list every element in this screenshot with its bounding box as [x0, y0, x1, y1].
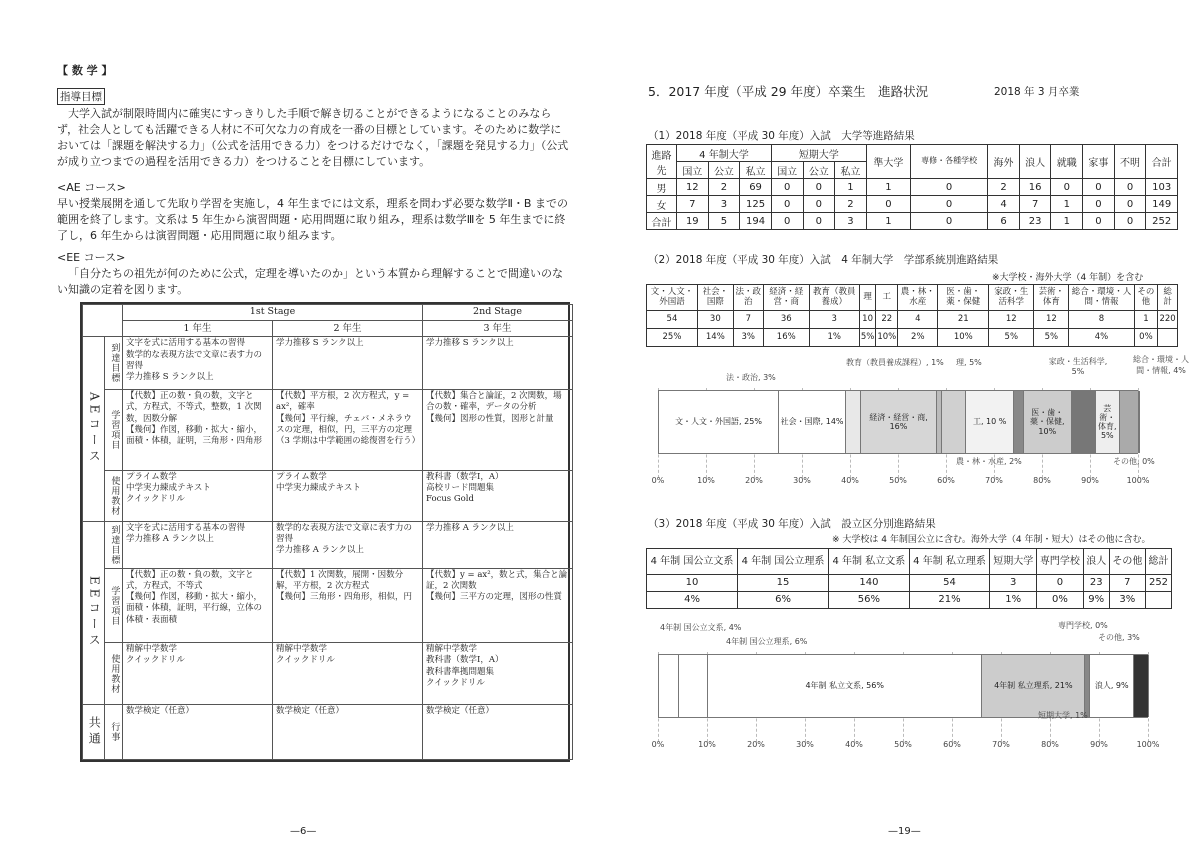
ae-materials-1: プライム数学 中学実力練成テキスト クイックドリル: [123, 470, 273, 521]
faculty-table: [646, 284, 1178, 347]
type-header: 4 年制 国公立文系: [647, 549, 738, 575]
faculty-count: 30: [697, 311, 733, 329]
axis-tick-label: 80%: [1033, 476, 1051, 485]
ae-goal-2: 学力推移 S ランク以上: [273, 337, 423, 390]
ae-items-2: 【代数】平方根，2 次方程式，y = ax²，確率 【幾何】平行線，チェバ・メネラウスの定理，相似，円，三平方の定理（3 学期は中学範囲の総復習を行う）: [273, 390, 423, 470]
table-cell: 0: [911, 196, 988, 213]
faculty-header: 農・林・水産: [898, 285, 938, 311]
col-tandai: 短期大学: [771, 145, 866, 162]
type-pct: 9%: [1083, 592, 1109, 609]
ee-items-3: 【代数】y = ax²，数と式，集合と論証，2 次関数 【幾何】三平方の定理，図形の性質: [423, 569, 573, 643]
bar-segment: 文・人文・外国語, 25%: [659, 391, 779, 453]
bar-segment: 4年制 私立文系, 56%: [708, 655, 982, 717]
ee-items-1: 【代数】正の数・負の数，文字と式，方程式，不等式 【幾何】作図，移動・拡大・縮小，面積・体積，証明，平行線，立体の体積・表面積: [123, 569, 273, 643]
faculty-count: 36: [763, 311, 809, 329]
bar-segment: 4年制 私立理系, 21%: [982, 655, 1085, 717]
faculty-pct: 5%: [989, 329, 1034, 347]
table-cell: 4: [988, 196, 1020, 213]
curriculum-table: [80, 302, 570, 762]
axis-tick-label: 100%: [1136, 740, 1160, 749]
table-cell: 103: [1146, 179, 1178, 196]
faculty-pct: 10%: [876, 329, 898, 347]
axis-tick-label: 70%: [985, 476, 1003, 485]
ann-kyoiku: 教育（教員養成課程）, 1%: [846, 358, 944, 367]
ann-tandai: 短期大学, 1%: [1038, 711, 1088, 720]
ann-hou: 法・政治, 3%: [726, 373, 776, 382]
faculty-header: 芸術・体育: [1034, 285, 1069, 311]
bar-segment: [846, 391, 860, 453]
type-count: 3: [990, 575, 1037, 592]
table-cell: 0: [771, 179, 803, 196]
table-cell: 19: [677, 213, 709, 230]
ee-goal-1: 文字を式に活用する基本の習得 学力推移 A ランク以上: [123, 521, 273, 569]
faculty-header: 文・人文・外国語: [647, 285, 698, 311]
table-cell: 7: [1019, 196, 1051, 213]
faculty-count: 8: [1069, 311, 1134, 329]
type-bar: [658, 654, 1148, 718]
paragraph-ee: 「自分たちの祖先が何のために公式，定理を導いたのか」という本質から理解することで間違いのない知識の定着を図ります。: [57, 267, 563, 296]
table-cell: 0: [1114, 213, 1146, 230]
row-label: 合計: [647, 213, 677, 230]
faculty-count: 22: [876, 311, 898, 329]
right-page-number: —19—: [888, 826, 921, 837]
type-count: 23: [1083, 575, 1109, 592]
bar-segment: 工, 10 %: [966, 391, 1014, 453]
ae-materials-label: 使用教材: [105, 470, 123, 521]
table-cell: 0: [1083, 179, 1115, 196]
type-header: 浪人: [1083, 549, 1109, 575]
left-page-number: —6—: [290, 826, 317, 837]
type-table: [646, 548, 1172, 609]
ae-items-3: 【代数】集合と論証，2 次関数，場合の数・確率，データの分析 【幾何】図形の性質，図形と計量: [423, 390, 573, 470]
faculty-header: 理: [859, 285, 876, 311]
faculty-pct: [1158, 329, 1178, 347]
axis-tick-label: 50%: [894, 740, 912, 749]
faculty-header: 法・政治: [733, 285, 763, 311]
faculty-count: 1: [1134, 311, 1158, 329]
axis-tick-label: 60%: [943, 740, 961, 749]
bar-segment: [1120, 391, 1139, 453]
faculty-pct: 14%: [697, 329, 733, 347]
type-count: 10: [647, 575, 738, 592]
table-cell: 0: [771, 196, 803, 213]
axis-tick-label: 100%: [1126, 476, 1150, 485]
ae-items-label: 学習項目: [105, 390, 123, 470]
row-label: 女: [647, 196, 677, 213]
col-shinro: 進路先: [647, 145, 677, 179]
table-cell: 2: [988, 179, 1020, 196]
bar-segment: [942, 391, 966, 453]
type-header: 4 年制 私立理系: [909, 549, 990, 575]
type-count: 15: [738, 575, 829, 592]
table-row: [647, 179, 1178, 196]
faculty-header: 家政・生活科学: [989, 285, 1034, 311]
table-cell: 12: [677, 179, 709, 196]
type-pct: [1146, 592, 1172, 609]
axis-tick-label: 60%: [937, 476, 955, 485]
faculty-header: 総計: [1158, 285, 1178, 311]
axis-tick-label: 40%: [841, 476, 859, 485]
faculty-count: 3: [809, 311, 859, 329]
type-count: 140: [829, 575, 910, 592]
type-pct: 4%: [647, 592, 738, 609]
table-cell: 0: [1114, 179, 1146, 196]
axis-tick-label: 70%: [992, 740, 1010, 749]
axis-tick-label: 20%: [747, 740, 765, 749]
ee-goal-label: 到達目標: [105, 521, 123, 569]
ee-course-label: <EE コース>: [57, 251, 126, 264]
common-cell: 共通: [83, 704, 105, 759]
col-ronin: 浪人: [1019, 145, 1051, 179]
type-pct: 3%: [1109, 592, 1145, 609]
faculty-pct: 5%: [1034, 329, 1069, 347]
faculty-pct: 25%: [647, 329, 698, 347]
table-cell: 252: [1146, 213, 1178, 230]
faculty-count: 54: [647, 311, 698, 329]
table-cell: 0: [911, 213, 988, 230]
axis-tick-label: 50%: [889, 476, 907, 485]
faculty-pct: 2%: [898, 329, 938, 347]
ann-koku-bun: 4年制 国公立文系, 4%: [660, 623, 742, 632]
right-page: [600, 0, 1200, 849]
type-header: 4 年制 国公立理系: [738, 549, 829, 575]
table-cell: 125: [740, 196, 772, 213]
ee-items-label: 学習項目: [105, 569, 123, 643]
ee-goal-3: 学力推移 A ランク以上: [423, 521, 573, 569]
type-count: 0: [1037, 575, 1084, 592]
table-cell: 7: [677, 196, 709, 213]
type-header: 総計: [1146, 549, 1172, 575]
faculty-pct: 5%: [859, 329, 876, 347]
events-3: 数学検定（任意）: [423, 704, 573, 759]
col-jun: 準大学: [866, 145, 910, 179]
paragraph-ae: 早い授業展開を通して先取り学習を実施し，4 年生までには文系，理系を問わず必要な数学Ⅱ・B までの範囲を終了します。文系は 5 年生から演習問題・応用問題に取り組み，理系は数学Ⅲを 5 年生までに終了し，6 年生からは演習問題・応用問題に取り組みます。: [57, 197, 568, 242]
ann-sonota2: その他, 3%: [1098, 633, 1140, 642]
table-cell: 149: [1146, 196, 1178, 213]
faculty-pct: 10%: [938, 329, 989, 347]
table-cell: 0: [803, 196, 835, 213]
ae-materials-2: プライム数学 中学実力練成テキスト: [273, 470, 423, 521]
career-table: [646, 144, 1178, 230]
type-pct: 0%: [1037, 592, 1084, 609]
bar-segment: [1139, 391, 1140, 453]
faculty-header: 経済・経営・商: [763, 285, 809, 311]
table-cell: 1: [835, 179, 867, 196]
col-tan-koritsu: 公立: [803, 162, 835, 179]
type-pct: 1%: [990, 592, 1037, 609]
faculty-count: 10: [859, 311, 876, 329]
table-cell: 1: [866, 179, 910, 196]
faculty-count: 220: [1158, 311, 1178, 329]
section2-title: （2）2018 年度（平成 30 年度）入試 4 年制大学 学部系統別進路結果: [648, 254, 999, 266]
ae-course-cell: AEコース: [83, 337, 105, 521]
bar-segment: 経済・経営・商, 16%: [861, 391, 938, 453]
ae-items-1: 【代数】正の数・負の数，文字と式，方程式，不等式，整数，1 次関数，因数分解 【幾何】作図，移動・拡大・縮小，面積・体積，証明，三角形・四角形: [123, 390, 273, 470]
table-cell: 0: [803, 213, 835, 230]
faculty-pct: 3%: [733, 329, 763, 347]
ee-goal-2: 数学的な表現方法で文章に表す力の習得 学力推移 A ランク以上: [273, 521, 423, 569]
faculty-count: 12: [989, 311, 1034, 329]
section-title: 指導目標: [57, 88, 105, 105]
table-cell: 0: [803, 179, 835, 196]
grade3-header: 3 年生: [423, 321, 573, 337]
col-tan-kokuritsu: 国立: [771, 162, 803, 179]
axis-tick-label: 90%: [1081, 476, 1099, 485]
ae-goal-label: 到達目標: [105, 337, 123, 390]
axis-tick-label: 30%: [796, 740, 814, 749]
bar-segment: 浪人, 9%: [1090, 655, 1134, 717]
faculty-header: 工: [876, 285, 898, 311]
faculty-pct: 1%: [809, 329, 859, 347]
events-label: 行事: [105, 704, 123, 759]
ae-goal-3: 学力推移 S ランク以上: [423, 337, 573, 390]
table-cell: 69: [740, 179, 772, 196]
axis-tick-label: 0%: [651, 740, 665, 749]
bar-segment: [1072, 391, 1096, 453]
ee-materials-1: 精解中学数学 クイックドリル: [123, 643, 273, 704]
col-4yr-koritsu: 公立: [708, 162, 740, 179]
ae-goal-1: 文字を式に活用する基本の習得 数学的な表現方法で文章に表す力の習得 学力推移 S ランク以上: [123, 337, 273, 390]
table-cell: 16: [1019, 179, 1051, 196]
ee-course-cell: EEコース: [83, 521, 105, 704]
col-fumei: 不明: [1114, 145, 1146, 179]
faculty-pct: 4%: [1069, 329, 1134, 347]
faculty-bar: [658, 390, 1138, 454]
type-header: 4 年制 私立文系: [829, 549, 910, 575]
col-4yr: 4 年制大学: [677, 145, 772, 162]
faculty-count: 21: [938, 311, 989, 329]
table-cell: 0: [1083, 196, 1115, 213]
table-cell: 1: [866, 213, 910, 230]
type-header: 専門学校: [1037, 549, 1084, 575]
bar-segment: [1014, 391, 1024, 453]
bar-segment: 医・歯・薬・保健, 10%: [1024, 391, 1072, 453]
table-cell: 0: [866, 196, 910, 213]
report-title: 5．2017 年度（平成 29 年度）卒業生 進路状況: [648, 84, 929, 99]
table-cell: 1: [1051, 196, 1083, 213]
faculty-header: その他: [1134, 285, 1158, 311]
table-cell: 0: [771, 213, 803, 230]
table-row: [647, 196, 1178, 213]
col-4yr-kokuritsu: 国立: [677, 162, 709, 179]
ann-koku-ri: 4年制 国公立理系, 6%: [726, 637, 808, 646]
table-cell: 6: [988, 213, 1020, 230]
table-row: [647, 213, 1178, 230]
faculty-pct: 0%: [1134, 329, 1158, 347]
ee-materials-label: 使用教材: [105, 643, 123, 704]
bar-segment: [679, 655, 708, 717]
stage1-header: 1st Stage: [123, 305, 423, 321]
stage2-header: 2nd Stage: [423, 305, 573, 321]
events-2: 数学検定（任意）: [273, 704, 423, 759]
ann-senmon: 専門学校, 0%: [1058, 621, 1108, 630]
type-pct: 21%: [909, 592, 990, 609]
bar-segment: 社会・国際, 14%: [779, 391, 846, 453]
table-cell: 1: [1051, 213, 1083, 230]
table-cell: 2: [708, 179, 740, 196]
faculty-header: 教育（教員養成）: [809, 285, 859, 311]
table-cell: 2: [835, 196, 867, 213]
faculty-header: 総合・環境・人間・情報: [1069, 285, 1134, 311]
type-header: 短期大学: [990, 549, 1037, 575]
table-cell: 0: [1114, 196, 1146, 213]
table-cell: 5: [708, 213, 740, 230]
axis-tick-label: 10%: [698, 740, 716, 749]
ann-sogo: 総合・環境・人間・情報, 4%: [1133, 355, 1189, 375]
table-cell: 3: [708, 196, 740, 213]
grade2-header: 2 年生: [273, 321, 423, 337]
faculty-count: 12: [1034, 311, 1069, 329]
type-pct: 6%: [738, 592, 829, 609]
axis-tick-label: 40%: [845, 740, 863, 749]
ann-sonota: その他, 0%: [1113, 457, 1155, 466]
faculty-header: 医・歯・薬・保健: [938, 285, 989, 311]
col-kaigai: 海外: [988, 145, 1020, 179]
table-cell: 3: [835, 213, 867, 230]
subject-header: 【 数 学 】: [57, 64, 113, 77]
ee-items-2: 【代数】1 次関数，展開・因数分解，平方根，2 次方程式 【幾何】三角形・四角形，相似，円: [273, 569, 423, 643]
axis-tick-label: 20%: [745, 476, 763, 485]
col-kaji: 家事: [1083, 145, 1115, 179]
axis-tick-label: 30%: [793, 476, 811, 485]
col-total: 合計: [1146, 145, 1178, 179]
section2-note: ※大学校・海外大学（4 年制）を含む: [992, 273, 1144, 283]
section1-title: （1）2018 年度（平成 30 年度）入試 大学等進路結果: [648, 130, 915, 142]
table-cell: 194: [740, 213, 772, 230]
faculty-count: 7: [733, 311, 763, 329]
ee-materials-2: 精解中学数学 クイックドリル: [273, 643, 423, 704]
axis-tick-label: 90%: [1090, 740, 1108, 749]
table-cell: 0: [1083, 213, 1115, 230]
grade1-header: 1 年生: [123, 321, 273, 337]
faculty-header: 社会・国際: [697, 285, 733, 311]
col-senmon: 専修・各種学校: [911, 145, 988, 179]
faculty-pct: 16%: [763, 329, 809, 347]
ann-nou: 農・林・水産, 2%: [956, 457, 1022, 466]
paragraph-goal: 大学入試が制限時間内に確実にすっきりした手順で解き切ることができるようになることのみならず，社会人としても活躍できる人材に不可欠な力の育成を一番の目標としています。そのために数学においては「課題を解決する力」（公式を活用できる力）をつけるだけでなく，「課題を発見する力」（公式が成り立つまでの過程を活用できる力）をつけることを目標にしています。: [57, 107, 569, 168]
section3-title: （3）2018 年度（平成 30 年度）入試 設立区分別進路結果: [648, 518, 936, 530]
ee-materials-3: 精解中学数学 教科書（数学Ⅰ，A） 教科書準拠問題集 クイックドリル: [423, 643, 573, 704]
faculty-count: 4: [898, 311, 938, 329]
row-label: 男: [647, 179, 677, 196]
faculty-chart: [651, 352, 1198, 494]
col-shushoku: 就職: [1051, 145, 1083, 179]
bar-segment: [1134, 655, 1149, 717]
col-4yr-shiritsu: 私立: [740, 162, 772, 179]
ann-kasei: 家政・生活科学, 5%: [1048, 357, 1108, 376]
table-cell: 0: [911, 179, 988, 196]
type-count: 54: [909, 575, 990, 592]
type-header: その他: [1109, 549, 1145, 575]
report-date: 2018 年 3 月卒業: [994, 86, 1080, 98]
ann-ri: 理, 5%: [956, 358, 982, 367]
ae-course-label: <AE コース>: [57, 181, 126, 194]
type-count: 7: [1109, 575, 1145, 592]
type-chart: [651, 618, 1198, 756]
axis-tick-label: 10%: [697, 476, 715, 485]
type-count: 252: [1146, 575, 1172, 592]
events-1: 数学検定（任意）: [123, 704, 273, 759]
table-cell: 0: [1051, 179, 1083, 196]
col-tan-shiritsu: 私立: [835, 162, 867, 179]
axis-tick-label: 0%: [651, 476, 665, 485]
table-cell: 23: [1019, 213, 1051, 230]
ae-materials-3: 教科書（数学Ⅰ，A） 高校リード問題集 Focus Gold: [423, 470, 573, 521]
bar-segment: [659, 655, 679, 717]
section3-note: ※ 大学校は 4 年制国公立に含む。海外大学（4 年制・短大）はその他に含む。: [832, 535, 1151, 545]
bar-segment: 芸術・体育, 5%: [1096, 391, 1120, 453]
axis-tick-label: 80%: [1041, 740, 1059, 749]
type-pct: 56%: [829, 592, 910, 609]
